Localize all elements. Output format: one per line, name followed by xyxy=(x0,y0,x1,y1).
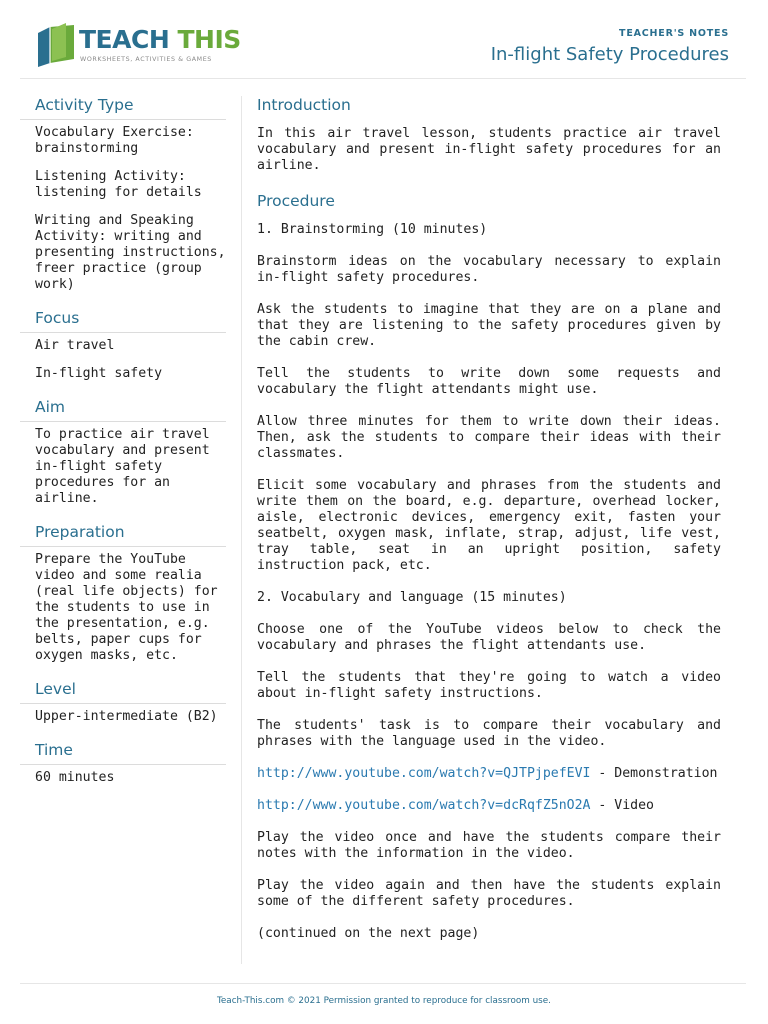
list-item: Writing and Speaking Activity: writing and presenting instructions, freer practice (group work) xyxy=(35,213,226,292)
procedure-step: 1. Brainstorming (10 minutes) xyxy=(257,222,488,237)
procedure-paragraph: Elicit some vocabulary and phrases from the students and write them on the board, e.g. departure, overhead locker, aisle, electronic devices, emergency exit, fasten your seatbelt, oxygen mask, inflate, strap, adjust, life vest, tray table, seat in an upright position, safety instruction pack, etc. xyxy=(257,478,721,573)
column-divider xyxy=(241,96,242,964)
header-kicker: TEACHER'S NOTES xyxy=(619,28,729,39)
header-divider xyxy=(20,78,746,79)
introduction-heading: Introduction xyxy=(257,96,351,114)
procedure-paragraph: Tell the students to write down some requests and vocabulary the flight attendants might use. xyxy=(257,366,721,397)
section-heading: Time xyxy=(20,739,226,765)
list-item: Prepare the YouTube video and some realia (real life objects) for the students to use in the presentation, e.g. belts, paper cups for oxygen masks, etc. xyxy=(35,552,218,663)
page-title: In-flight Safety Procedures xyxy=(490,44,729,65)
section-aim xyxy=(20,396,226,507)
list-item: Vocabulary Exercise: brainstorming xyxy=(35,125,194,156)
list-item: In-flight safety xyxy=(35,366,163,381)
section-focus xyxy=(20,307,226,382)
procedure-paragraph: Ask the students to imagine that they are on a plane and that they are listening to the safety procedures given by the cabin crew. xyxy=(257,302,721,349)
footer-copyright: Teach-This.com © 2021 Permission granted to reproduce for classroom use. xyxy=(217,996,551,1006)
procedure-step: 2. Vocabulary and language (15 minutes) xyxy=(257,590,567,605)
procedure-paragraph: Tell the students that they're going to watch a video about in-flight safety instructions. xyxy=(257,670,721,701)
link-suffix: - Video xyxy=(590,798,654,813)
list-item: 60 minutes xyxy=(35,770,115,785)
section-heading: Activity Type xyxy=(20,94,226,120)
section-heading: Preparation xyxy=(20,521,226,547)
list-item: To practice air travel vocabulary and present in-flight safety procedures for an airline. xyxy=(35,427,210,506)
procedure-paragraph: Play the video once and have the students compare their notes with the information in the video. xyxy=(257,830,721,861)
procedure-paragraph: Play the video again and then have the students explain some of the different safety procedures. xyxy=(257,878,721,909)
continued-note: (continued on the next page) xyxy=(257,926,480,941)
section-heading: Focus xyxy=(20,307,226,333)
logo-tagline: WORKSHEETS, ACTIVITIES & GAMES xyxy=(80,56,212,63)
procedure-paragraph: Brainstorm ideas on the vocabulary necessary to explain in-flight safety procedures. xyxy=(257,254,721,285)
section-heading: Aim xyxy=(20,396,226,422)
video-link-row xyxy=(257,766,721,782)
page-header xyxy=(0,0,768,79)
list-item: Listening Activity: listening for details xyxy=(35,169,202,200)
section-heading: Level xyxy=(20,678,226,704)
book-icon xyxy=(36,23,78,67)
introduction-text: In this air travel lesson, students practice air travel vocabulary and present in-flight safety procedures for an airline. xyxy=(257,126,721,173)
procedure-paragraph: Allow three minutes for them to write down their ideas. Then, ask the students to compare their ideas with their classmates. xyxy=(257,414,721,461)
youtube-link-demonstration[interactable]: http://www.youtube.com/watch?v=QJTPjpefEVI xyxy=(257,766,591,781)
section-preparation xyxy=(20,521,226,664)
procedure-paragraph: The students' task is to compare their vocabulary and phrases with the language used in the video. xyxy=(257,718,721,749)
section-time xyxy=(20,739,226,786)
youtube-link-video[interactable]: http://www.youtube.com/watch?v=dcRqfZ5nO2A xyxy=(257,798,591,813)
list-item: Air travel xyxy=(35,338,115,353)
main-content xyxy=(257,94,721,958)
teach-this-logo[interactable] xyxy=(36,23,241,69)
procedure-paragraph: Choose one of the YouTube videos below to check the vocabulary and phrases the flight attendants use. xyxy=(257,622,721,653)
section-level xyxy=(20,678,226,725)
link-suffix: - Demonstration xyxy=(590,766,718,781)
list-item: Upper-intermediate (B2) xyxy=(35,709,218,724)
section-activity-type xyxy=(20,94,226,293)
logo-wordmark: TEACH THIS xyxy=(79,25,241,54)
footer-divider xyxy=(20,983,746,984)
sidebar xyxy=(20,94,226,800)
procedure-heading: Procedure xyxy=(257,192,335,210)
video-link-row xyxy=(257,798,721,814)
